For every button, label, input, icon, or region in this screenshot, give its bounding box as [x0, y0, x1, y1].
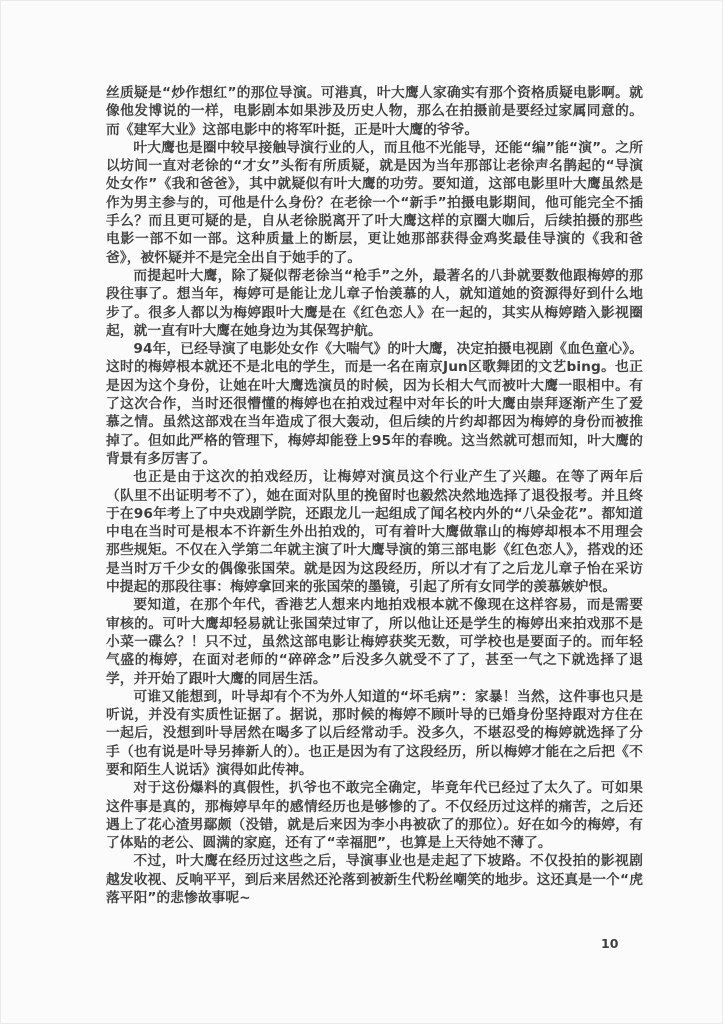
paragraph: 丝质疑是“炒作想红”的那位导演。可港真，叶大鹰人家确实有那个资格质疑电影啊。就像他发博说的一样，电影剧本如果涉及历史人物，那么在拍摄前是要经过家属同意的。而《建军大业》这部电影中的将军叶挺，正是叶大鹰的爷爷。 [106, 85, 643, 138]
paragraph: 叶大鹰也是圈中较早接触导演行业的人，而且他不光能导，还能“编”能“演”。之所以坊间一直对老徐的“才女”头衔有所质疑，就是因为当年那部让老徐声名鹊起的“导演处女作”《我和爸爸》，其中就疑似有叶大鹰的功劳。要知道，这部电影里叶大鹰虽然是作为男主参与的，可他是什么身份？在老徐一个“新手”拍摄电影期间，他可能完全不插手么？而且更可疑的是，自从老徐脱离开了叶大鹰这样的京圈大咖后，后续拍摄的那些电影一部不如一部。这种质量上的断层，更让她那部获得金鸡奖最佳导演的《我和爸爸》，被怀疑并不是完全出自于她手的了。 [106, 139, 643, 266]
paragraph: 94年，已经导演了电影处女作《大喘气》的叶大鹰，决定拍摄电视剧《血色童心》。这时的梅婷根本就还不是北电的学生，而是一名在南京Jun区歌舞团的文艺bing。也正是因为这个身份，让她在叶大鹰选演员的时候，因为长相大气而被叶大鹰一眼相中。有了这次合作，当时还很懵懂的梅婷也在拍戏过程中对年长的叶大鹰由崇拜逐渐产生了爱慕之情。虽然这部戏在当年造成了很大轰动，但后续的片约却都因为梅婷的身份而被推掉了。但如此严格的管理下，梅婷却能登上95年的春晚。这当然就可想而知，叶大鹰的背景有多厉害了。 [106, 341, 643, 467]
paragraph: 要知道，在那个年代，香港艺人想来内地拍戏根本就不像现在这样容易，而是需要审核的。可叶大鹰却轻易就让张国荣过审了，所以他让还是学生的梅婷出来拍戏那不是小菜一碟么？！只不过，虽然这部电影让梅婷获奖无数，可学校也是要面子的。而年轻气盛的梅婷，在面对老师的“碎碎念”后没多久就受不了了，甚至一气之下就选择了退学，并开始了跟叶大鹰的同居生活。 [106, 597, 643, 687]
article-body [106, 84, 643, 907]
paragraph: 可谁又能想到，叶导却有个不为外人知道的“坏毛病”：家暴！当然，这件事也只是听说，并没有实质性证据了。据说，那时候的梅婷不顾叶导的已婚身份坚持跟对方住在一起后，没想到叶导居然在喝多了以后经常动手。没多久，不堪忍受的梅婷就选择了分手（也有说是叶导另捧新人的）。也正是因为有了这段经历，所以梅婷才能在之后把《不要和陌生人说话》演得如此传神。 [106, 688, 643, 778]
paragraph: 也正是由于这次的拍戏经历，让梅婷对演员这个行业产生了兴趣。在等了两年后（队里不出证明考不了），她在面对队里的挽留时也毅然决然地选择了退役报考。并且终于在96年考上了中央戏剧学院，还跟龙儿一起组成了闻名校内外的“八朵金花”。都知道中电在当时可是根本不许新生外出拍戏的，可有着叶大鹰做靠山的梅婷却根本不用理会那些规矩。不仅在入学第二年就主演了叶大鹰导演的第三部电影《红色恋人》，搭戏的还是当时万千少女的偶像张国荣。就是因为这段经历，所以才有了之后龙儿章子怡在采访中提起的那段往事：梅婷拿回来的张国荣的墨镜，引起了所有女同学的羡慕嫉妒恨。 [106, 469, 643, 596]
page-number: 10 [601, 936, 619, 951]
paragraph: 对于这份爆料的真假性，扒爷也不敢完全确定，毕竟年代已经过了太久了。可如果这件事是真的，那梅婷早年的感情经历也是够惨的了。不仅经历过这样的痛苦，之后还遇上了花心渣男鄢颇（没错，就是后来因为李小冉被砍了的那位）。好在如今的梅婷，有了体贴的老公、圆满的家庭，还有了“幸福肥”，也算是上天待她不薄了。 [106, 780, 643, 852]
paragraph: 而提起叶大鹰，除了疑似帮老徐当“枪手”之外，最著名的八卦就要数他跟梅婷的那段往事了。想当年，梅婷可是能让龙儿章子怡羡慕的人，就知道她的资源得好到什么地步了。很多人都以为梅婷跟叶大鹰是在《红色恋人》在一起的，其实从梅婷踏入影视圈起，就一直有叶大鹰在她身边为其保驾护航。 [106, 267, 643, 339]
paragraph: 不过，叶大鹰在经历过这些之后，导演事业也是走起了下坡路。不仅投拍的影视剧越发收视、反响平平，到后来居然还沦落到被新生代粉丝嘲笑的地步。这还真是一个“虎落平阳”的悲惨故事呢~ [106, 853, 643, 907]
